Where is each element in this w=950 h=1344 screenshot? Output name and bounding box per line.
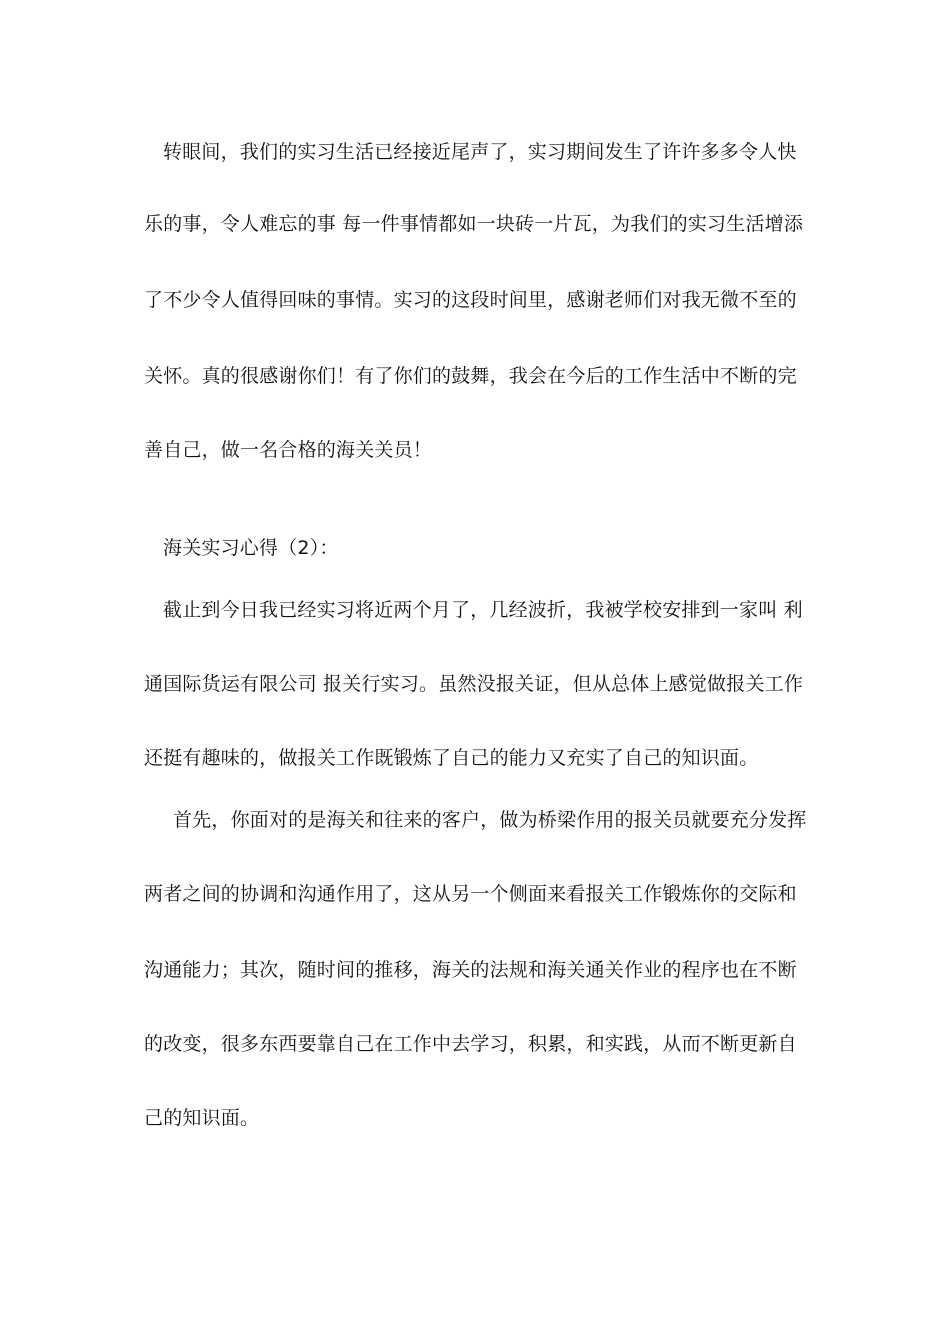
paragraph-3-line-2: 两者之间的协调和沟通作用了，这从另一个侧面来看报关工作锻炼你的交际和 <box>144 883 797 905</box>
paragraph-1-line-4: 关怀。真的很感谢你们！有了你们的鼓舞，我会在今后的工作生活中不断的完 <box>144 365 797 387</box>
paragraph-1-line-1: 转眼间，我们的实习生活已经接近尾声了，实习期间发生了许许多多令人快 <box>163 141 797 163</box>
paragraph-1-line-3: 了不少令人值得回味的事情。实习的这段时间里，感谢老师们对我无微不至的 <box>144 289 797 311</box>
paragraph-2-line-1: 截止到今日我已经实习将近两个月了，几经波折，我被学校安排到一家叫 利 <box>163 599 803 621</box>
section-heading: 海关实习心得（2）： <box>163 537 339 559</box>
paragraph-1-line-5: 善自己，做一名合格的海关关员！ <box>144 439 433 461</box>
paragraph-3-line-1: 首先，你面对的是海关和往来的客户，做为桥梁作用的报关员就要充分发挥 <box>173 809 807 831</box>
paragraph-2-line-2: 通国际货运有限公司 报关行实习。虽然没报关证，但从总体上感觉做报关工作 <box>144 673 804 695</box>
paragraph-3-line-4: 的改变，很多东西要靠自己在工作中去学习，积累，和实践，从而不断更新自 <box>144 1033 797 1055</box>
paragraph-3-line-3: 沟通能力；其次，随时间的推移，海关的法规和海关通关作业的程序也在不断 <box>144 959 797 981</box>
paragraph-1-line-2: 乐的事，令人难忘的事 每一件事情都如一块砖一片瓦，为我们的实习生活增添 <box>144 213 804 235</box>
paragraph-3-line-5: 己的知识面。 <box>144 1107 260 1129</box>
paragraph-2-line-3: 还挺有趣味的，做报关工作既锻炼了自己的能力又充实了自己的知识面。 <box>144 747 759 769</box>
